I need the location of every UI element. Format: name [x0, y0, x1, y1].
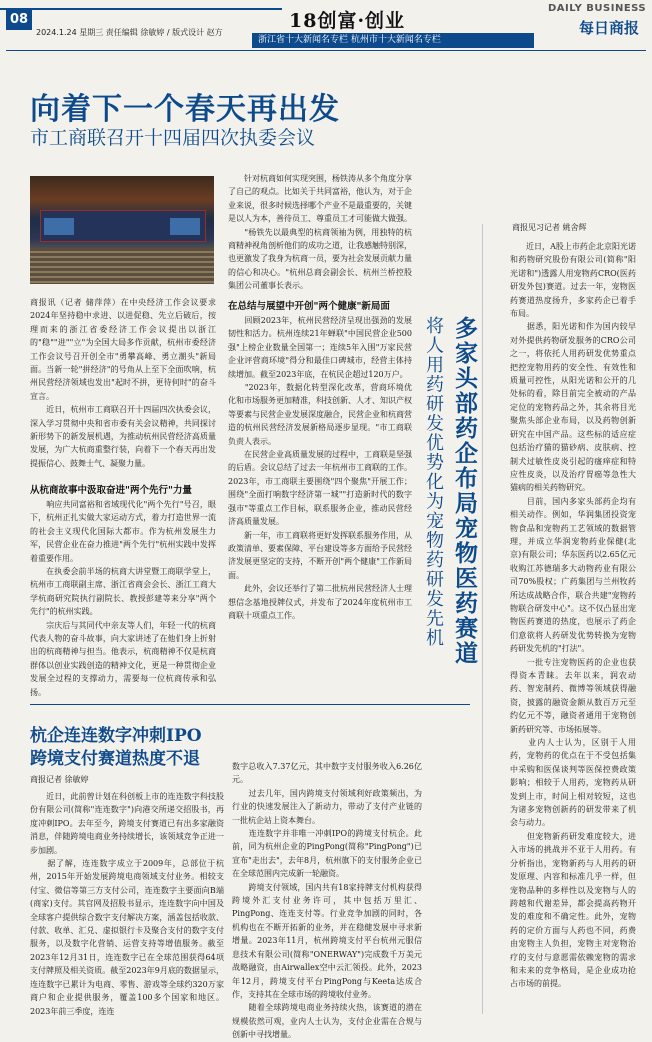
main-article-col2a: 针对杭商如何实现突围，杨铁涛从多个角度分享了自己的观点。比如关于共同富裕，他认为，对于企业来说，很多时候选择哪个产业不是最重要的，关键是以人为本，善待员工、尊重员工才可能做大做强。 "杨铁先以最典型的杭商领袖为例，用独特的杭商精神视角剖析他们的成功之道，让我感触特别深，也更激发了我身为杭商一员，要为社会发展贡献力量的信心和决心。"杭州总商会副会长、杭州兰桥控股集团公司董事长表示。 — [228, 174, 412, 291]
photo-audience — [30, 248, 214, 284]
page-number: 08 — [6, 10, 32, 30]
column-divider — [482, 224, 483, 1014]
meeting-photo — [30, 176, 214, 284]
main-subhead-1: 从杭商故事中汲取奋进"两个先行"力量 — [30, 485, 192, 496]
photo-screen-right — [170, 218, 200, 235]
main-headline: 向着下一个春天再出发 — [30, 92, 340, 127]
main-article-col1b: 响应共同富裕和省域现代化"两个先行"号召，眼下，杭州正扎实做大家运动方式，着力打造世界一流的社会主义现代化国际大都市。作为杭州发展生力军，民营企业在奋力推进"两个先行"杭州实践中发挥着重要作用。 在执委会前半场的杭商大讲堂暨工商联学堂上，杭州市工商联副主席、浙江省商会会长、浙江工商大学杭商研究院执行副院长、教授彭建等来分享"两个先行"的杭州实践。 宗庆后与其同代中亲友等人们，年轻一代的杭商代表人物的奋斗故事，向大家讲述了在他们身上折射出的杭商精神与担当。他表示，杭商精神不仅是杭商群体以创业实践创造的精神文化，更是一种贯彻企业发展全过程的支撑动力，需要每一位杭商传承和弘扬。 — [30, 500, 216, 697]
section-title: 18创富·创业 — [289, 10, 406, 32]
side-article-body: 近日，A股上市药企北京阳光诺和药物研究股份有限公司(简称"阳光诺和")透露人用宠物药CRO(医药研发外包)赛道。过去一年，宠物医药赛道热度扬升，多家药企已着手布局。 据悉，阳光诺和作为国内较早对外提供药物研发服务的CRO公司之一，将依托人用药研发优势重点把控宠物用药的安全性、有效性和质量可控性，从阳光诺和公开的几处标的看，除目前完全被动的产品定位的宠物药品之外，其余将目光聚焦头部企业布局，以及药物创新研究在中国产品。这些标的适应症包括治疗猫的猫砂病、皮肤病、控制犬过敏性皮炎引起的瘙痒症和特应性皮炎，以及治疗胃癌等急性大猫病的相关药物研究。 目前，国内多家头部药企均有相关动作。例如，华润集团投资宠物食品和宠物药工艺领域的数据管理，并成立华润宠物药业保健(北京)有限公司；华东医药以2.65亿元收购江苏德瑞多大动物药业有限公司70%股权；广药集团与兰州牧药所达成战略合作，联合共建"宠物药物联合研发中心"。这不仅凸显出宠物医药赛道的热度，也展示了药企们意欲将人药研发优势转换为宠物药研发先机的"打法"。 一批专注宠物医药的企业也获得资本青睐。去年以来，润农动药、智宠制药、微博等领域获得融资，披露的融资金额从数百万元至约亿元不等，融资者通用于宠物创新药研究等、市场拓展等。 业内人士认为，区别于人用药，宠物药的优点在于不受包括集中采购和医保谈判等医保控费政策影响；相较于人用药，宠物药从研发到上市，时间上相对较短，这也为诸多宠物创新药的研发带来了机会与动力。 但宠物新药研发难度较大，进入市场的挑战并不亚于人用药。有分析指出，宠物新药与人用药的研发原理、内容和标准几乎一样，但宠物品种的多样性以及宠物与人的跨越和代谢差异，都会提高药物开发的难度和不确定性。此外，宠物药的定价方面与人药也不同，药费由宠物主人负担，宠物主对宠物治疗的支付与意愿需依赖宠物的需求和未来的竞争格局，是企业成功抢占市场的前提。 — [510, 242, 636, 989]
main-article-col1: 商报讯（记者 储萍萍）在中央经济工作会议要求2024年坚持稳中求进、以进促稳、先立后破后，按理而来的浙江省委经济工作会议提出以浙江的"稳""进""立"为全国大局多作贡献，杭州市委经济工作会议号召开创全市"勇攀高峰、勇立潮头"新局面。当新一轮"拼经济"的号角从上至下全面吹响，杭州民营经济领域也发出"起时不拼，更待何时"的奋斗宣言。 近日，杭州市工商联召开十四届四次执委会议，深入学习贯彻中央和省市委有关会议精神，共同探讨新形势下的新发展机遇，为推动杭州民营经济高质量发展，为广大杭商重整行装，向着下一个春天再出发提振信心、鼓舞士气、凝聚力量。 — [30, 298, 216, 468]
brand-english: DAILY BUSINESS — [548, 3, 647, 14]
column-award-strip: 浙江省十大新闻名专栏 杭州市十大新闻名专栏 — [252, 33, 534, 48]
side-byline: 商报见习记者 姚舍辉 — [512, 223, 587, 232]
header-rule — [0, 8, 282, 10]
side-subheadline: 将人用药研发优势化为宠物药研发先机 — [423, 316, 444, 648]
bottom-article-col2: 数字总收入7.37亿元，其中数字支付服务收入6.26亿元。 过去几年，国内跨境支付领域利好政策频出，为行业的快速发展注入了新动力，带动了支付产业链的一批杭企站上资本舞台。 连连数字并非唯一冲刺IPO的跨境支付杭企。此前，同为杭州企业的PingPong(简称"PingPong")已宣布"走出去"，去年8月，杭州旗下的支付服务企业已在全球范围内完成新一轮融资。 跨境支付领域，国内共有18家持牌支付机构获得跨境外汇支付业务许可，其中包括万里汇、PingPong、连连支付等。行业竞争加剧的同时，各机构也在不断开拓新的业务，并在稳健发展中寻求新增量。2023年11月，杭州跨境支付平台杭州元服信息技术有限公司(简称"ONERWAY")完成数千万美元战略融资，由Airwallex空中云汇领投。此外，2023年12月，跨境支付平台PingPong与Keeta达成合作，支持其在全球市场的跨境收付业务。 随着全球跨境电商业务持续火热，该赛道的潜在规模依然可观，业内人士认为，支付企业需在合规与创新中寻找增量。 — [232, 762, 422, 1040]
bottom-byline: 商报记者 徐敏婷 — [30, 775, 89, 784]
date-line: 2024.1.24 星期三 责任编辑 徐敏婷 / 版式设计 赵方 — [36, 28, 223, 37]
side-headline: 多家头部药企布局宠物医药赛道 — [451, 316, 478, 666]
photo-screen-left — [44, 218, 74, 235]
bottom-article-col1: 近日，此前曾计划在科创板上市的连连数字科技股份有限公司(简称"连连数字")向港交所递交招股书，再度冲刺IPO。去年至今，跨境支付赛道已有出多家融资消息，伴随跨境电商业务持续增长，该领域竞争正进一步加剧。 据了解，连连数字成立于2009年，总部位于杭州，2015年开始发展跨境电商领域支付业务。相较支付宝、微信等第三方支付公司，连连数字主要面向B端(商家)支付。其官网及招股书显示，连连数字向中国及全球客户提供综合数字支付解决方案，涵盖包括收款、付款、收单、汇兑、虚拟银行卡及聚合支付的数字支付服务，以及数字化营销、运营支持等增值服务。截至2023年12月31日，连连数字已在全球范围获得64项支付牌照及相关资质。截至2023年9月底的数据显示，连连数字已累计为电商、零售、游戏等全球约320万家商户和企业提供服务，覆盖100多个国家和地区。2023年前三季度，连连 — [30, 792, 224, 1016]
bottom-headline-line1: 杭企连连数字冲刺IPO — [30, 726, 202, 746]
bottom-divider — [30, 704, 470, 705]
main-subhead-2: 在总结与展望中开创"两个健康"新局面 — [228, 301, 390, 312]
header-divider — [6, 50, 646, 51]
main-article-col2b: 回顾2023年，杭州民营经济呈现出强劲的发展韧性和活力。杭州连续21年蝉联"中国民营企业500强"上榜企业数量全国第一；连续5年入围"万家民营企业评营商环境"得分和最佳口碑城市，经营主体持续增加。截至2023年底，在杭民企超过120万户。 "2023年，数据化转型深化改革，营商环境优化和市场服务更加精准，科技创新、人才、知识产权等要素与民营企业发展深度融合，民营企业和杭商营造的杭州民营经济发展新格局逐步显现。"市工商联负责人表示。 在民营企业高质量发展的过程中，工商联是坚强的后盾。会议总结了过去一年杭州市工商联的工作。2023年，市工商联主要围绕"四个聚焦"开展工作；围绕"全面打响数字经济第一城""打造新时代的数字强市"等重点工作目标，联系服务企业，推动民营经济高质量发展。 新一年，市工商联将更好发挥联系服务作用，从政策清单、要素保障、平台建设等多方面给予民营经济发展更坚定的支持，不断开创"两个健康"工作新局面。 此外，会议还举行了第二批杭州民营经济人士理想信念基地授牌仪式，并发布了2024年度杭州市工商联十项重点工作。 — [228, 316, 412, 620]
brand-logo: 每日商报 — [579, 19, 640, 37]
main-subheadline: 市工商联召开十四届四次执委会议 — [30, 127, 316, 149]
bottom-headline-line2: 跨境支付赛道热度不退 — [30, 749, 200, 769]
